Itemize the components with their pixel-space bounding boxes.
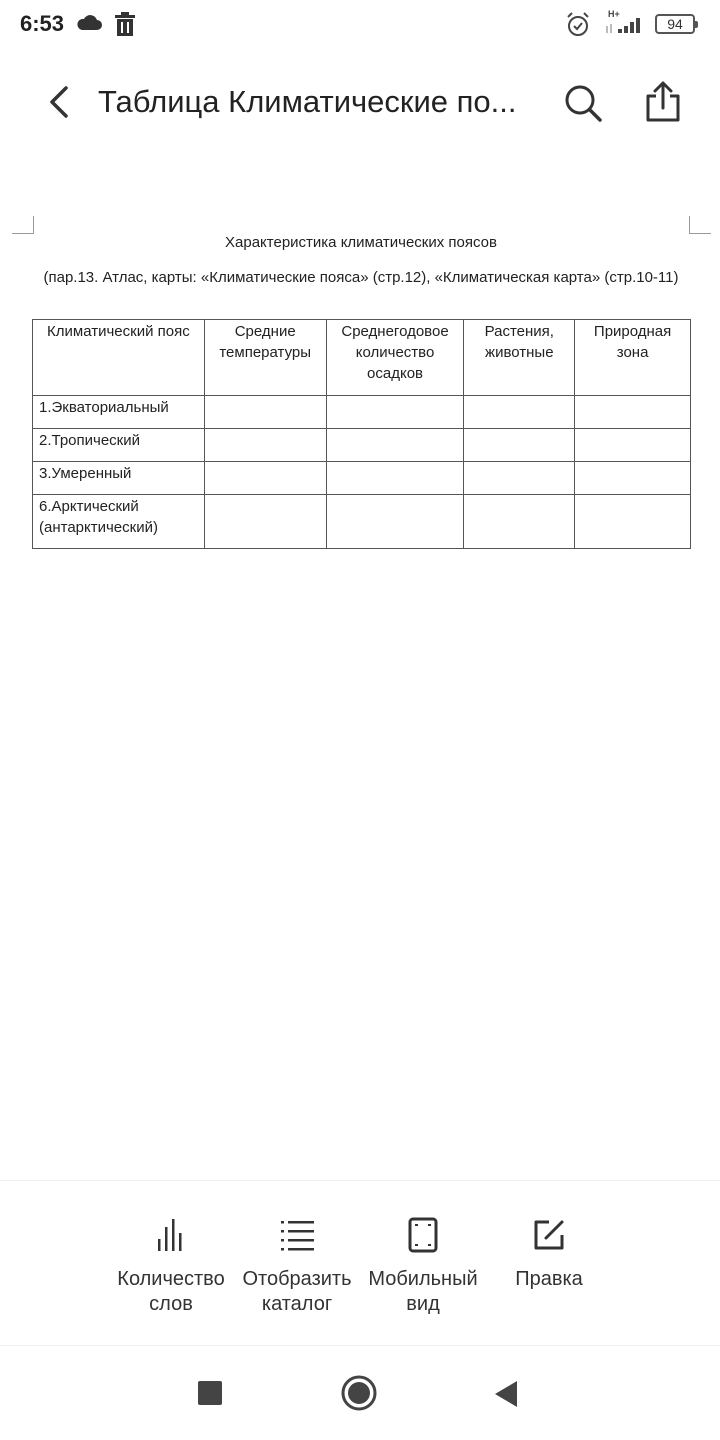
- search-button[interactable]: [562, 82, 604, 124]
- table-cell: 6.Арктический (антарктический): [33, 495, 205, 549]
- climate-table: [32, 319, 691, 549]
- bar-chart-icon: [153, 1217, 189, 1253]
- table-cell: [326, 495, 464, 549]
- edit-label: Правка: [515, 1268, 583, 1290]
- table-cell: [575, 462, 691, 495]
- navigation-bar: [0, 1345, 720, 1440]
- page-margin-mark-left: [12, 216, 34, 234]
- mobile-view-icon: [405, 1217, 441, 1253]
- show-catalog-button[interactable]: [233, 1217, 361, 1317]
- signal-icon: [604, 18, 644, 34]
- doc-heading: Характеристика климатических поясов: [225, 234, 497, 251]
- back-button[interactable]: [40, 82, 80, 122]
- square-icon: [198, 1381, 222, 1405]
- chevron-left-icon: [40, 82, 80, 122]
- table-cell: [575, 396, 691, 429]
- table-header-cell: Растения, животные: [464, 320, 575, 396]
- cloud-icon: [76, 14, 102, 32]
- share-icon: [642, 80, 684, 124]
- document-title: Таблица Климатические по...: [98, 84, 517, 119]
- table-cell: [575, 429, 691, 462]
- battery-indicator: [655, 14, 695, 34]
- table-cell: 2.Тропический: [33, 429, 205, 462]
- page-margin-mark-right: [689, 216, 711, 234]
- table-cell: [204, 429, 326, 462]
- system-back-button[interactable]: [494, 1380, 518, 1413]
- back-triangle-icon: [494, 1380, 518, 1408]
- edit-icon: [531, 1217, 567, 1253]
- list-icon: [279, 1217, 315, 1253]
- trash-icon: [114, 12, 136, 36]
- edit-button[interactable]: [485, 1217, 613, 1292]
- mobile-view-label: Мобильный вид: [368, 1268, 478, 1315]
- home-circle-icon: [341, 1375, 377, 1411]
- table-header-cell: Среднегодовое количество осадков: [326, 320, 464, 396]
- word-count-label: Количество слов: [117, 1268, 225, 1315]
- status-time: 6:53: [20, 11, 65, 36]
- table-cell: [326, 396, 464, 429]
- status-bar: [0, 0, 720, 50]
- doc-subheading: (пар.13. Атлас, карты: «Климатические пояса» (стр.12), «Климатическая карта» (стр.10-11): [43, 269, 679, 286]
- table-cell: [464, 429, 575, 462]
- table-header-cell: Природная зона: [575, 320, 691, 396]
- mobile-view-button[interactable]: [359, 1217, 487, 1317]
- recent-apps-button[interactable]: [198, 1381, 222, 1410]
- alarm-icon: [565, 11, 591, 37]
- table-cell: [326, 429, 464, 462]
- table-cell: [326, 462, 464, 495]
- table-header-cell: Климатический пояс: [33, 320, 205, 396]
- table-cell: 3.Умеренный: [33, 462, 205, 495]
- table-header-row: [33, 320, 691, 396]
- table-cell: [575, 495, 691, 549]
- table-cell: [204, 396, 326, 429]
- home-button[interactable]: [341, 1375, 377, 1416]
- table-cell: [464, 495, 575, 549]
- battery-level: 94: [667, 16, 683, 32]
- table-row: [33, 429, 691, 462]
- table-cell: 1.Экваториальный: [33, 396, 205, 429]
- show-catalog-label: Отобразить каталог: [242, 1268, 352, 1315]
- table-cell: [204, 495, 326, 549]
- table-cell: [204, 462, 326, 495]
- network-type: H+: [608, 9, 620, 19]
- table-cell: [464, 396, 575, 429]
- table-header-cell: Средние температуры: [204, 320, 326, 396]
- bottom-toolbar: [0, 1180, 720, 1345]
- share-button[interactable]: [642, 80, 684, 124]
- search-icon: [562, 82, 604, 124]
- app-bar: [0, 60, 720, 150]
- word-count-button[interactable]: [107, 1217, 235, 1317]
- table-cell: [464, 462, 575, 495]
- table-row: [33, 462, 691, 495]
- table-row: [33, 396, 691, 429]
- table-row: [33, 495, 691, 549]
